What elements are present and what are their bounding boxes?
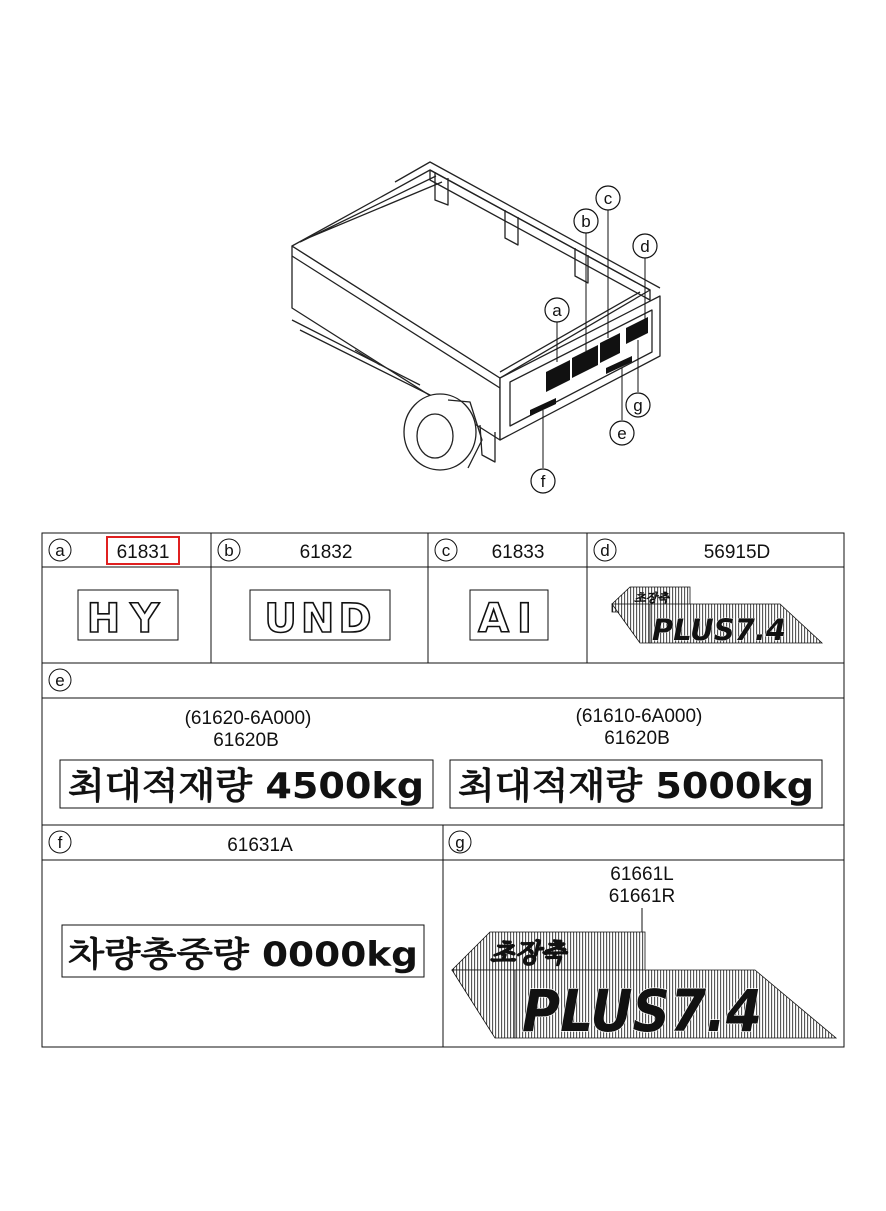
svg-text:f: f [540, 472, 546, 491]
cell-a-letter [49, 539, 71, 561]
svg-text:g: g [455, 833, 465, 852]
cell-b-letter [218, 539, 240, 561]
svg-text:d: d [600, 541, 610, 560]
cell-f-part-number: 61631A [227, 835, 293, 856]
decal-hy [78, 590, 178, 642]
cell-c-letter [435, 539, 457, 561]
svg-text:d: d [640, 237, 650, 256]
svg-text:a: a [55, 541, 65, 560]
svg-text:g: g [633, 396, 643, 415]
svg-text:최대적재량 5000kg: 최대적재량 5000kg [458, 766, 795, 807]
decal-plus74-large [452, 932, 836, 1045]
svg-text:e: e [55, 671, 65, 690]
cell-g-part-number-r: 61661R [608, 886, 676, 907]
label-5000kg [450, 706, 822, 808]
cell-e [49, 669, 822, 808]
cell-b-part-number: 61832 [299, 542, 353, 563]
svg-text:초장축: 초장축 [634, 591, 669, 605]
svg-text:a: a [552, 301, 562, 320]
svg-text:f: f [57, 833, 63, 852]
cell-f-letter [49, 831, 71, 853]
alt-part-number-left: (61620-6A000) [184, 708, 312, 729]
cell-a [49, 537, 179, 642]
svg-text:c: c [603, 189, 613, 208]
cell-d-part-number: 56915D [703, 542, 771, 563]
label-gross-weight [62, 925, 424, 977]
cell-a-part-number: 61831 [116, 542, 170, 563]
svg-text:UND: UND [264, 596, 376, 642]
cell-d-letter [594, 539, 616, 561]
svg-text:c: c [441, 541, 451, 560]
decal-plus74-small [612, 587, 822, 647]
cell-e-letter [49, 669, 71, 691]
cell-c-part-number: 61833 [491, 542, 545, 563]
cell-g [449, 831, 836, 1045]
cell-d [594, 539, 822, 647]
svg-text:e: e [617, 424, 627, 443]
alt-part-number-right: (61610-6A000) [575, 706, 703, 727]
svg-text:HY: HY [86, 596, 170, 642]
cell-f [49, 831, 424, 977]
svg-text:AI: AI [478, 596, 540, 642]
label-4500kg [60, 708, 433, 808]
cell-b [218, 539, 390, 642]
part-number-left: 61620B [213, 730, 279, 751]
svg-text:b: b [581, 212, 591, 231]
svg-text:차량총중량 0000kg: 차량총중량 0000kg [68, 935, 418, 975]
decal-und [250, 590, 390, 642]
cell-c [435, 539, 548, 642]
cell-g-letter [449, 831, 471, 853]
part-number-right: 61620B [604, 728, 670, 749]
cell-g-part-number-l: 61661L [610, 864, 674, 885]
svg-text:최대적재량 4500kg: 최대적재량 4500kg [68, 766, 405, 807]
svg-text:b: b [224, 541, 234, 560]
svg-text:PLUS7.4: PLUS7.4 [522, 977, 762, 1045]
svg-text:초장축: 초장축 [490, 939, 566, 969]
decal-ai [470, 590, 548, 642]
svg-text:PLUS7.4: PLUS7.4 [652, 613, 786, 647]
